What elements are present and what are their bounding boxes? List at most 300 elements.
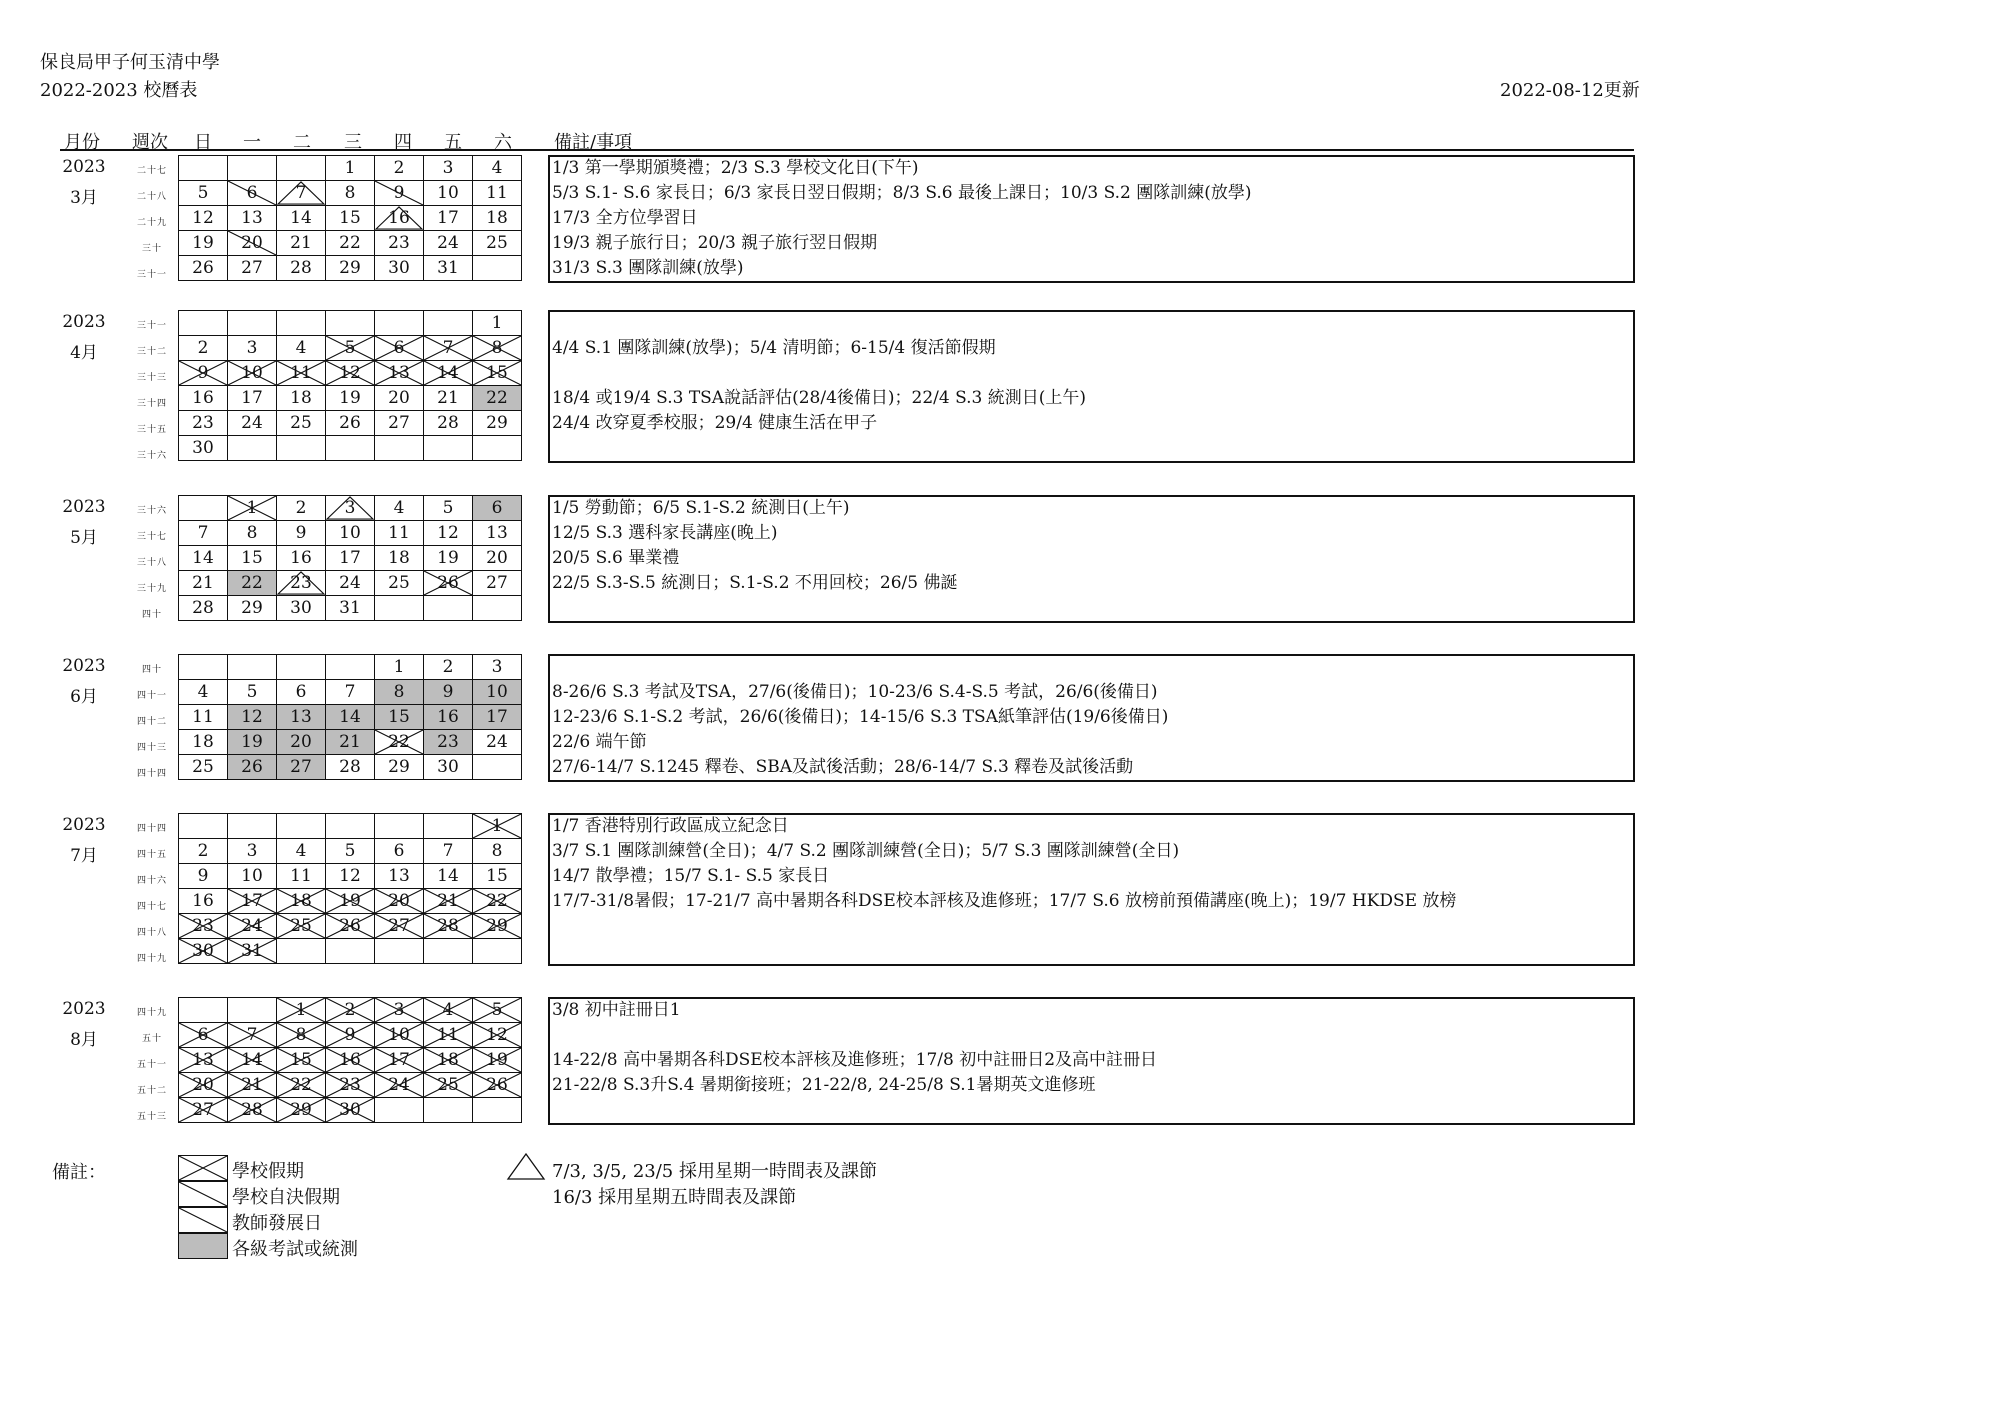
day-number: 6 xyxy=(393,841,405,861)
day-number: 1 xyxy=(491,816,503,836)
day-cell xyxy=(374,180,424,206)
day-cell xyxy=(276,385,326,411)
month-name: 6月 xyxy=(70,687,98,707)
week-label: 三十六 xyxy=(136,506,167,516)
month-name: 3月 xyxy=(70,188,98,208)
day-cell xyxy=(472,704,522,730)
day-cell xyxy=(423,180,473,206)
day-cell xyxy=(374,863,424,889)
day-number: 20 xyxy=(290,732,312,752)
column-header-day-4: 四 xyxy=(394,132,412,153)
week-label: 三十六 xyxy=(136,451,167,461)
day-cell xyxy=(423,654,473,680)
day-number: 21 xyxy=(437,388,459,408)
day-cell xyxy=(374,1022,424,1048)
day-cell xyxy=(178,838,228,864)
week-label: 四十六 xyxy=(136,876,167,886)
day-cell xyxy=(374,335,424,361)
day-cell xyxy=(178,155,228,181)
triangle-icon xyxy=(506,1152,546,1180)
day-cell xyxy=(374,813,424,839)
day-cell xyxy=(178,654,228,680)
day-number: 3 xyxy=(246,841,258,861)
day-cell xyxy=(227,938,277,964)
day-number: 2 xyxy=(442,657,454,677)
day-cell xyxy=(178,570,228,596)
day-cell xyxy=(325,1072,375,1098)
week-label: 四十九 xyxy=(136,954,167,964)
day-number: 28 xyxy=(192,598,214,618)
day-number: 10 xyxy=(241,866,263,886)
week-label: 三十二 xyxy=(136,347,167,357)
day-cell xyxy=(423,360,473,386)
note-line: 4/4 S.1 團隊訓練(放學)；5/4 清明節；6-15/4 復活節假期 xyxy=(552,338,996,358)
day-cell xyxy=(423,570,473,596)
day-number: 18 xyxy=(388,548,410,568)
day-cell xyxy=(423,1097,473,1123)
column-header-day-6: 六 xyxy=(494,132,512,153)
day-cell xyxy=(178,255,228,281)
day-cell xyxy=(472,545,522,571)
day-cell xyxy=(374,1047,424,1073)
day-cell xyxy=(178,863,228,889)
day-number: 17 xyxy=(241,891,263,911)
day-number: 15 xyxy=(486,363,508,383)
day-cell xyxy=(276,155,326,181)
month-year: 2023 xyxy=(62,999,106,1019)
day-number: 8 xyxy=(295,1025,307,1045)
day-number: 29 xyxy=(486,413,508,433)
day-cell xyxy=(325,180,375,206)
day-cell xyxy=(325,679,375,705)
day-cell xyxy=(276,520,326,546)
day-number: 9 xyxy=(344,1025,356,1045)
day-cell xyxy=(325,495,375,521)
day-number: 12 xyxy=(339,363,361,383)
day-cell xyxy=(423,704,473,730)
legend-box-staff-development xyxy=(178,1207,228,1233)
day-number: 3 xyxy=(491,657,503,677)
note-line: 19/3 親子旅行日；20/3 親子旅行翌日假期 xyxy=(552,233,878,253)
day-number: 23 xyxy=(192,413,214,433)
day-cell xyxy=(423,410,473,436)
day-number: 12 xyxy=(437,523,459,543)
triangle-note-1: 7/3, 3/5, 23/5 採用星期一時間表及課節 xyxy=(552,1161,877,1182)
day-number: 27 xyxy=(486,573,508,593)
day-cell xyxy=(325,520,375,546)
day-cell xyxy=(374,435,424,461)
day-number: 23 xyxy=(388,233,410,253)
day-cell xyxy=(227,838,277,864)
day-number: 24 xyxy=(339,573,361,593)
day-cell xyxy=(227,679,277,705)
week-label: 三十七 xyxy=(136,532,167,542)
week-label: 四十一 xyxy=(136,691,167,701)
day-number: 9 xyxy=(393,183,405,203)
day-cell xyxy=(374,888,424,914)
day-cell xyxy=(423,595,473,621)
week-label: 三十三 xyxy=(136,373,167,383)
day-cell xyxy=(276,754,326,780)
day-number: 25 xyxy=(486,233,508,253)
month-year: 2023 xyxy=(62,656,106,676)
day-number: 24 xyxy=(437,233,459,253)
day-number: 12 xyxy=(192,208,214,228)
day-cell xyxy=(325,754,375,780)
note-line: 18/4 或19/4 S.3 TSA說話評估(28/4後備日)；22/4 S.3 統測日(上午) xyxy=(552,388,1087,408)
note-line: 17/7-31/8暑假；17-21/7 高中暑期各科DSE校本評核及進修班；17/7 S.6 放榜前預備講座(晚上)；19/7 HKDSE 放榜 xyxy=(552,891,1457,911)
day-cell xyxy=(374,654,424,680)
day-number: 15 xyxy=(388,707,410,727)
day-cell xyxy=(472,385,522,411)
day-cell xyxy=(423,545,473,571)
day-cell xyxy=(423,520,473,546)
day-number: 20 xyxy=(192,1075,214,1095)
day-number: 19 xyxy=(437,548,459,568)
note-line: 20/5 S.6 畢業禮 xyxy=(552,548,680,568)
day-number: 22 xyxy=(290,1075,312,1095)
day-cell xyxy=(227,545,277,571)
day-number: 9 xyxy=(442,682,454,702)
day-number: 11 xyxy=(486,183,508,203)
day-number: 14 xyxy=(339,707,361,727)
day-cell xyxy=(423,1022,473,1048)
day-number: 18 xyxy=(290,891,312,911)
day-number: 19 xyxy=(192,233,214,253)
day-cell xyxy=(325,230,375,256)
day-cell xyxy=(374,595,424,621)
day-number: 16 xyxy=(437,707,459,727)
day-cell xyxy=(227,813,277,839)
day-cell xyxy=(472,729,522,755)
day-number: 28 xyxy=(241,1100,263,1120)
day-cell xyxy=(423,255,473,281)
day-cell xyxy=(423,813,473,839)
day-number: 8 xyxy=(491,338,503,358)
day-number: 5 xyxy=(442,498,454,518)
day-number: 10 xyxy=(437,183,459,203)
column-header-week: 週次 xyxy=(132,132,168,153)
legend-text-discretionary-holiday: 學校自決假期 xyxy=(232,1187,340,1208)
day-number: 6 xyxy=(393,338,405,358)
day-cell xyxy=(276,545,326,571)
day-cell xyxy=(325,385,375,411)
day-cell xyxy=(472,205,522,231)
week-label: 五十一 xyxy=(136,1060,167,1070)
day-cell xyxy=(276,230,326,256)
day-cell xyxy=(423,729,473,755)
week-label: 四十五 xyxy=(136,850,167,860)
day-number: 31 xyxy=(241,941,263,961)
day-number: 12 xyxy=(339,866,361,886)
day-number: 7 xyxy=(246,1025,258,1045)
day-cell xyxy=(178,1047,228,1073)
day-cell xyxy=(374,230,424,256)
day-number: 2 xyxy=(197,338,209,358)
day-number: 17 xyxy=(388,1050,410,1070)
header-rule xyxy=(60,149,1634,151)
note-line: 27/6-14/7 S.1245 釋卷、SBA及試後活動；28/6-14/7 S.3 釋卷及試後活動 xyxy=(552,757,1134,777)
day-cell xyxy=(276,570,326,596)
week-label: 五十二 xyxy=(136,1086,167,1096)
day-number: 8 xyxy=(246,523,258,543)
day-cell xyxy=(472,863,522,889)
day-cell xyxy=(423,335,473,361)
day-number: 7 xyxy=(197,523,209,543)
day-cell xyxy=(374,155,424,181)
day-cell xyxy=(374,310,424,336)
day-cell xyxy=(276,335,326,361)
day-number: 9 xyxy=(197,866,209,886)
day-number: 11 xyxy=(388,523,410,543)
day-number: 2 xyxy=(344,1000,356,1020)
day-cell xyxy=(276,205,326,231)
day-number: 16 xyxy=(339,1050,361,1070)
day-number: 6 xyxy=(246,183,258,203)
day-number: 14 xyxy=(437,866,459,886)
day-cell xyxy=(423,997,473,1023)
day-cell xyxy=(423,838,473,864)
day-number: 16 xyxy=(388,208,410,228)
day-cell xyxy=(227,155,277,181)
day-cell xyxy=(325,360,375,386)
day-cell xyxy=(178,679,228,705)
day-number: 20 xyxy=(388,388,410,408)
day-number: 22 xyxy=(339,233,361,253)
day-cell xyxy=(423,310,473,336)
day-number: 29 xyxy=(339,258,361,278)
legend-box-discretionary-holiday xyxy=(178,1181,228,1207)
day-number: 14 xyxy=(437,363,459,383)
day-number: 10 xyxy=(241,363,263,383)
day-cell xyxy=(227,180,277,206)
day-cell xyxy=(374,729,424,755)
week-label: 三十九 xyxy=(136,584,167,594)
day-cell xyxy=(423,754,473,780)
day-cell xyxy=(374,410,424,436)
day-number: 3 xyxy=(393,1000,405,1020)
day-number: 10 xyxy=(388,1025,410,1045)
day-number: 2 xyxy=(295,498,307,518)
day-cell xyxy=(178,1097,228,1123)
day-number: 13 xyxy=(192,1050,214,1070)
day-cell xyxy=(178,410,228,436)
day-number: 28 xyxy=(437,413,459,433)
day-number: 1 xyxy=(344,158,356,178)
day-number: 15 xyxy=(241,548,263,568)
day-cell xyxy=(325,938,375,964)
day-cell xyxy=(325,838,375,864)
day-cell xyxy=(423,230,473,256)
day-cell xyxy=(472,155,522,181)
note-line: 5/3 S.1- S.6 家長日；6/3 家長日翌日假期；8/3 S.6 最後上課日；10/3 S.2 團隊訓練(放學) xyxy=(552,183,1252,203)
note-line: 1/5 勞動節；6/5 S.1-S.2 統測日(上午) xyxy=(552,498,850,518)
day-cell xyxy=(227,205,277,231)
note-line: 1/3 第一學期頒獎禮；2/3 S.3 學校文化日(下午) xyxy=(552,158,919,178)
day-cell xyxy=(472,813,522,839)
week-label: 二十八 xyxy=(136,192,167,202)
day-number: 30 xyxy=(339,1100,361,1120)
week-label: 二十九 xyxy=(136,218,167,228)
day-number: 27 xyxy=(388,916,410,936)
day-cell xyxy=(227,863,277,889)
day-number: 21 xyxy=(339,732,361,752)
day-number: 9 xyxy=(197,363,209,383)
day-number: 22 xyxy=(388,732,410,752)
day-cell xyxy=(472,435,522,461)
day-number: 19 xyxy=(241,732,263,752)
day-number: 5 xyxy=(246,682,258,702)
week-label: 五十三 xyxy=(136,1112,167,1122)
day-cell xyxy=(374,520,424,546)
day-number: 13 xyxy=(388,363,410,383)
day-cell xyxy=(227,654,277,680)
day-number: 18 xyxy=(437,1050,459,1070)
day-number: 26 xyxy=(339,916,361,936)
day-cell xyxy=(227,1047,277,1073)
day-number: 17 xyxy=(486,707,508,727)
day-cell xyxy=(325,155,375,181)
note-line: 17/3 全方位學習日 xyxy=(552,208,698,228)
day-number: 20 xyxy=(388,891,410,911)
day-number: 1 xyxy=(491,313,503,333)
legend-text-school-holiday: 學校假期 xyxy=(232,1161,304,1182)
day-number: 23 xyxy=(192,916,214,936)
note-line: 8-26/6 S.3 考試及TSA，27/6(後備日)；10-23/6 S.4-S.5 考試，26/6(後備日) xyxy=(552,682,1158,702)
day-number: 11 xyxy=(437,1025,459,1045)
month-year: 2023 xyxy=(62,312,106,332)
day-number: 21 xyxy=(290,233,312,253)
day-number: 28 xyxy=(290,258,312,278)
day-cell xyxy=(423,205,473,231)
calendar-subtitle: 2022-2023 校曆表 xyxy=(40,80,198,101)
day-cell xyxy=(325,1022,375,1048)
day-cell xyxy=(178,938,228,964)
day-cell xyxy=(472,938,522,964)
day-number: 28 xyxy=(437,916,459,936)
day-cell xyxy=(276,813,326,839)
day-cell xyxy=(325,255,375,281)
day-cell xyxy=(472,1022,522,1048)
legend-text-exam: 各級考試或統測 xyxy=(232,1239,358,1260)
day-cell xyxy=(325,570,375,596)
day-number: 18 xyxy=(486,208,508,228)
day-cell xyxy=(227,595,277,621)
day-cell xyxy=(178,335,228,361)
note-line: 3/7 S.1 團隊訓練營(全日)；4/7 S.2 團隊訓練營(全日)；5/7 S.3 團隊訓練營(全日) xyxy=(552,841,1180,861)
day-number: 1 xyxy=(393,657,405,677)
day-cell xyxy=(276,838,326,864)
day-number: 30 xyxy=(290,598,312,618)
day-cell xyxy=(374,360,424,386)
day-cell xyxy=(423,938,473,964)
month-name: 8月 xyxy=(70,1030,98,1050)
day-cell xyxy=(325,863,375,889)
column-header-day-5: 五 xyxy=(444,132,462,153)
day-cell xyxy=(472,495,522,521)
day-cell xyxy=(227,385,277,411)
day-cell xyxy=(423,863,473,889)
column-header-month: 月份 xyxy=(64,132,100,153)
day-cell xyxy=(178,520,228,546)
day-number: 16 xyxy=(192,388,214,408)
day-number: 6 xyxy=(295,682,307,702)
day-number: 23 xyxy=(339,1075,361,1095)
week-label: 四十 xyxy=(141,665,162,675)
month-year: 2023 xyxy=(62,157,106,177)
day-cell xyxy=(178,595,228,621)
week-label: 三十五 xyxy=(136,425,167,435)
day-cell xyxy=(227,754,277,780)
note-line: 31/3 S.3 團隊訓練(放學) xyxy=(552,258,744,278)
day-cell xyxy=(423,679,473,705)
note-line: 22/5 S.3-S.5 統測日；S.1-S.2 不用回校；26/5 佛誕 xyxy=(552,573,958,593)
day-number: 10 xyxy=(339,523,361,543)
day-number: 25 xyxy=(192,757,214,777)
column-header-notes: 備註/事項 xyxy=(554,132,633,153)
day-number: 25 xyxy=(388,573,410,593)
day-number: 6 xyxy=(491,498,503,518)
day-cell xyxy=(472,913,522,939)
day-cell xyxy=(227,888,277,914)
day-cell xyxy=(276,679,326,705)
day-cell xyxy=(325,205,375,231)
day-cell xyxy=(325,310,375,336)
day-cell xyxy=(276,1022,326,1048)
day-cell xyxy=(276,863,326,889)
day-number: 14 xyxy=(290,208,312,228)
day-number: 13 xyxy=(290,707,312,727)
day-number: 3 xyxy=(344,498,356,518)
day-number: 14 xyxy=(192,548,214,568)
day-cell xyxy=(276,310,326,336)
day-number: 5 xyxy=(491,1000,503,1020)
day-number: 17 xyxy=(437,208,459,228)
column-header-day-1: 一 xyxy=(243,132,261,153)
day-cell xyxy=(423,888,473,914)
note-line: 22/6 端午節 xyxy=(552,732,647,752)
legend-text-staff-development: 教師發展日 xyxy=(232,1213,322,1234)
day-number: 27 xyxy=(388,413,410,433)
day-cell xyxy=(325,729,375,755)
updated-date: 2022-08-12更新 xyxy=(1500,80,1640,101)
day-number: 19 xyxy=(339,388,361,408)
day-cell xyxy=(472,838,522,864)
day-cell xyxy=(276,410,326,436)
day-number: 4 xyxy=(295,338,307,358)
week-label: 四十四 xyxy=(136,824,167,834)
day-cell xyxy=(276,360,326,386)
day-cell xyxy=(178,385,228,411)
day-cell xyxy=(325,913,375,939)
day-cell xyxy=(374,704,424,730)
day-number: 4 xyxy=(491,158,503,178)
day-number: 24 xyxy=(486,732,508,752)
day-number: 15 xyxy=(339,208,361,228)
day-number: 21 xyxy=(241,1075,263,1095)
day-number: 11 xyxy=(290,363,312,383)
day-number: 18 xyxy=(290,388,312,408)
day-number: 19 xyxy=(339,891,361,911)
day-number: 17 xyxy=(339,548,361,568)
day-number: 18 xyxy=(192,732,214,752)
day-number: 5 xyxy=(344,841,356,861)
day-cell xyxy=(325,704,375,730)
day-cell xyxy=(374,1097,424,1123)
day-number: 16 xyxy=(290,548,312,568)
day-number: 2 xyxy=(393,158,405,178)
day-number: 30 xyxy=(388,258,410,278)
